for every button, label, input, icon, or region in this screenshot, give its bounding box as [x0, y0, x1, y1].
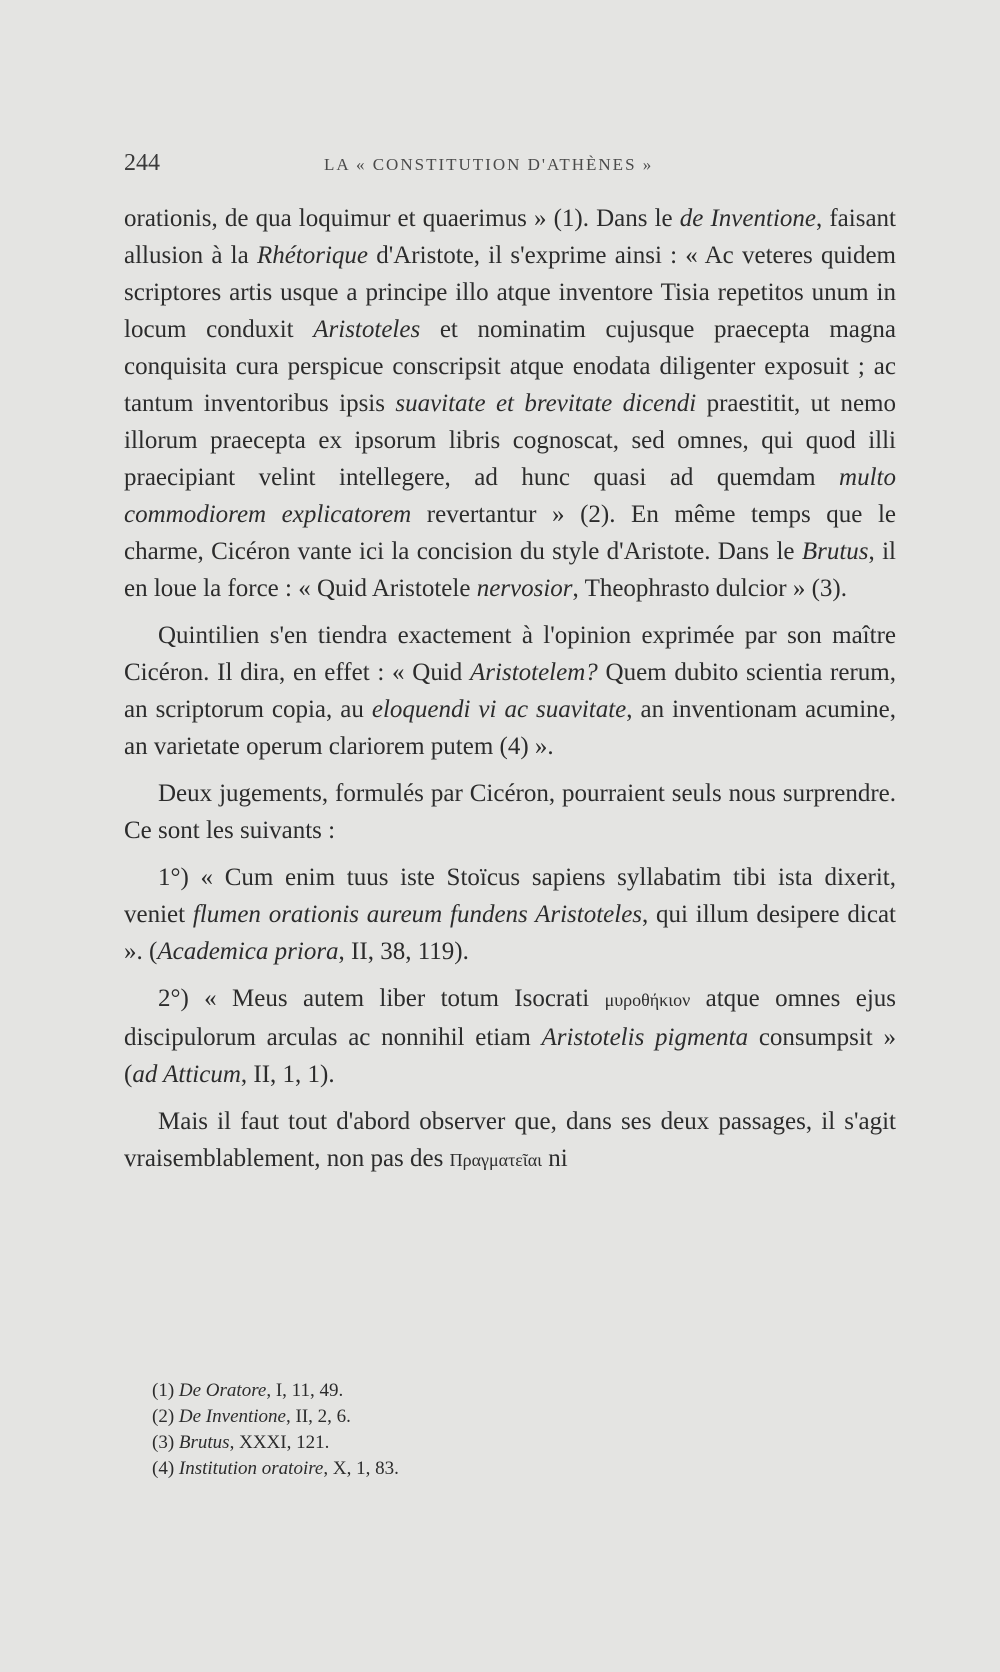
- running-title: LA « CONSTITUTION D'ATHÈNES »: [324, 155, 654, 174]
- text-run: atque omnes ejus discipulorum arculas ac nonnihil etiam: [124, 985, 896, 1051]
- text-run: revertantur » (2). En même temps que le charme, Cicéron vante ici la concision du style d'Aristote. Dans le: [124, 501, 896, 565]
- footnote-number: (1): [152, 1380, 175, 1401]
- text-run: et nominatim cujusque praecepta magna conquisita cura perspicue conscripsit atque enodata diligenter exposuit ; ac tantum inventoribus ipsis: [124, 316, 896, 417]
- text-run: orationis, de qua loquimur et quaerimus » (1). Dans le: [124, 205, 680, 232]
- footnote-title: De Inventione: [178, 1406, 286, 1427]
- text-run: , II, 38, 119).: [338, 938, 469, 965]
- page-header: [124, 150, 894, 180]
- paragraph-2: [124, 617, 896, 765]
- text-run: Deux jugements, formulés par Cicéron, pourraient seuls nous surprendre. Ce sont les suivants :: [124, 780, 896, 844]
- paragraph-3: [124, 775, 896, 849]
- page-number: 244: [124, 150, 160, 176]
- footnote-1: [152, 1378, 852, 1404]
- italic-run: multo commodiorem explicatorem: [124, 464, 896, 528]
- text-run: Quintilien s'en tiendra exactement à l'opinion exprimée par son maître Cicéron. Il dira, en effet : « Quid: [124, 622, 896, 686]
- italic-run: suavitate et brevitate dicendi: [395, 390, 697, 417]
- italic-run: Aristotelem?: [470, 659, 598, 686]
- italic-run: Aristoteles: [313, 316, 421, 343]
- footnotes: [152, 1378, 852, 1482]
- text-run: 1°) « Cum enim tuus iste Stoïcus sapiens syllabatim tibi ista dixerit, veniet: [124, 864, 896, 928]
- footnote-number: (2): [152, 1406, 175, 1427]
- text-run: , Theophrasto dulcior » (3).: [572, 575, 847, 602]
- footnote-ref: , X, 1, 83.: [323, 1458, 399, 1479]
- text-run: 2°) « Meus autem liber totum Isocrati: [158, 985, 605, 1012]
- greek-word: μυροθήκιον: [604, 990, 691, 1010]
- footnote-3: [152, 1430, 852, 1456]
- italic-run: eloquendi vi ac suavitate: [371, 696, 627, 723]
- italic-run: Aristotelis pigmenta: [541, 1024, 749, 1051]
- italic-run: nervosior: [476, 575, 573, 602]
- text-run: , il en loue la force : « Quid Aristotele: [124, 538, 896, 602]
- footnote-2: [152, 1404, 852, 1430]
- footnote-title: Institution oratoire: [178, 1458, 324, 1479]
- italic-run: ad Atticum: [132, 1061, 241, 1088]
- italic-run: de Inventione: [679, 205, 816, 232]
- footnote-number: (4): [152, 1458, 175, 1479]
- paragraph-4: [124, 859, 896, 970]
- body-text: [124, 200, 896, 1179]
- text-run: ni: [541, 1145, 568, 1172]
- italic-run: Brutus: [801, 538, 869, 565]
- footnote-ref: , II, 2, 6.: [286, 1406, 351, 1427]
- text-run: praestitit, ut nemo illorum praecepta ex ipsorum libris cognoscat, sed omnes, qui quod illi praecipiant velint intellegere, ad hunc quasi ad quemdam: [124, 390, 896, 491]
- paragraph-1: [124, 200, 896, 607]
- text-run: Quem dubito scientia rerum, an scriptorum copia, au: [124, 659, 896, 723]
- footnote-4: [152, 1456, 852, 1482]
- text-run: consumpsit » (: [124, 1024, 896, 1088]
- footnote-ref: , XXXI, 121.: [229, 1432, 330, 1453]
- text-run: Mais il faut tout d'abord observer que, dans ses deux passages, il s'agit vraisemblablement, non pas des: [124, 1108, 896, 1172]
- footnote-title: Brutus: [178, 1432, 230, 1453]
- text-run: d'Aristote, il s'exprime ainsi : « Ac veteres quidem scriptores artis usque a principe illo atque inventore Tisia repetitos unum in locum conduxit: [124, 242, 896, 343]
- italic-run: Academica priora: [157, 938, 339, 965]
- footnote-ref: , I, 11, 49.: [266, 1380, 344, 1401]
- text-run: , qui illum desipere dicat ». (: [124, 901, 896, 965]
- paragraph-5: [124, 980, 896, 1093]
- text-run: , II, 1, 1).: [240, 1061, 335, 1088]
- text-run: , an inventionam acumine, an varietate operum clariorem putem (4) ».: [124, 696, 896, 760]
- italic-run: flumen orationis aureum fundens Aristoteles: [192, 901, 643, 928]
- footnote-number: (3): [152, 1432, 175, 1453]
- text-run: , faisant allusion à la: [124, 205, 896, 269]
- greek-word: Πραγματεῖαι: [449, 1150, 542, 1170]
- footnote-title: De Oratore: [178, 1380, 267, 1401]
- italic-run: Rhétorique: [256, 242, 369, 269]
- paragraph-6: [124, 1103, 896, 1179]
